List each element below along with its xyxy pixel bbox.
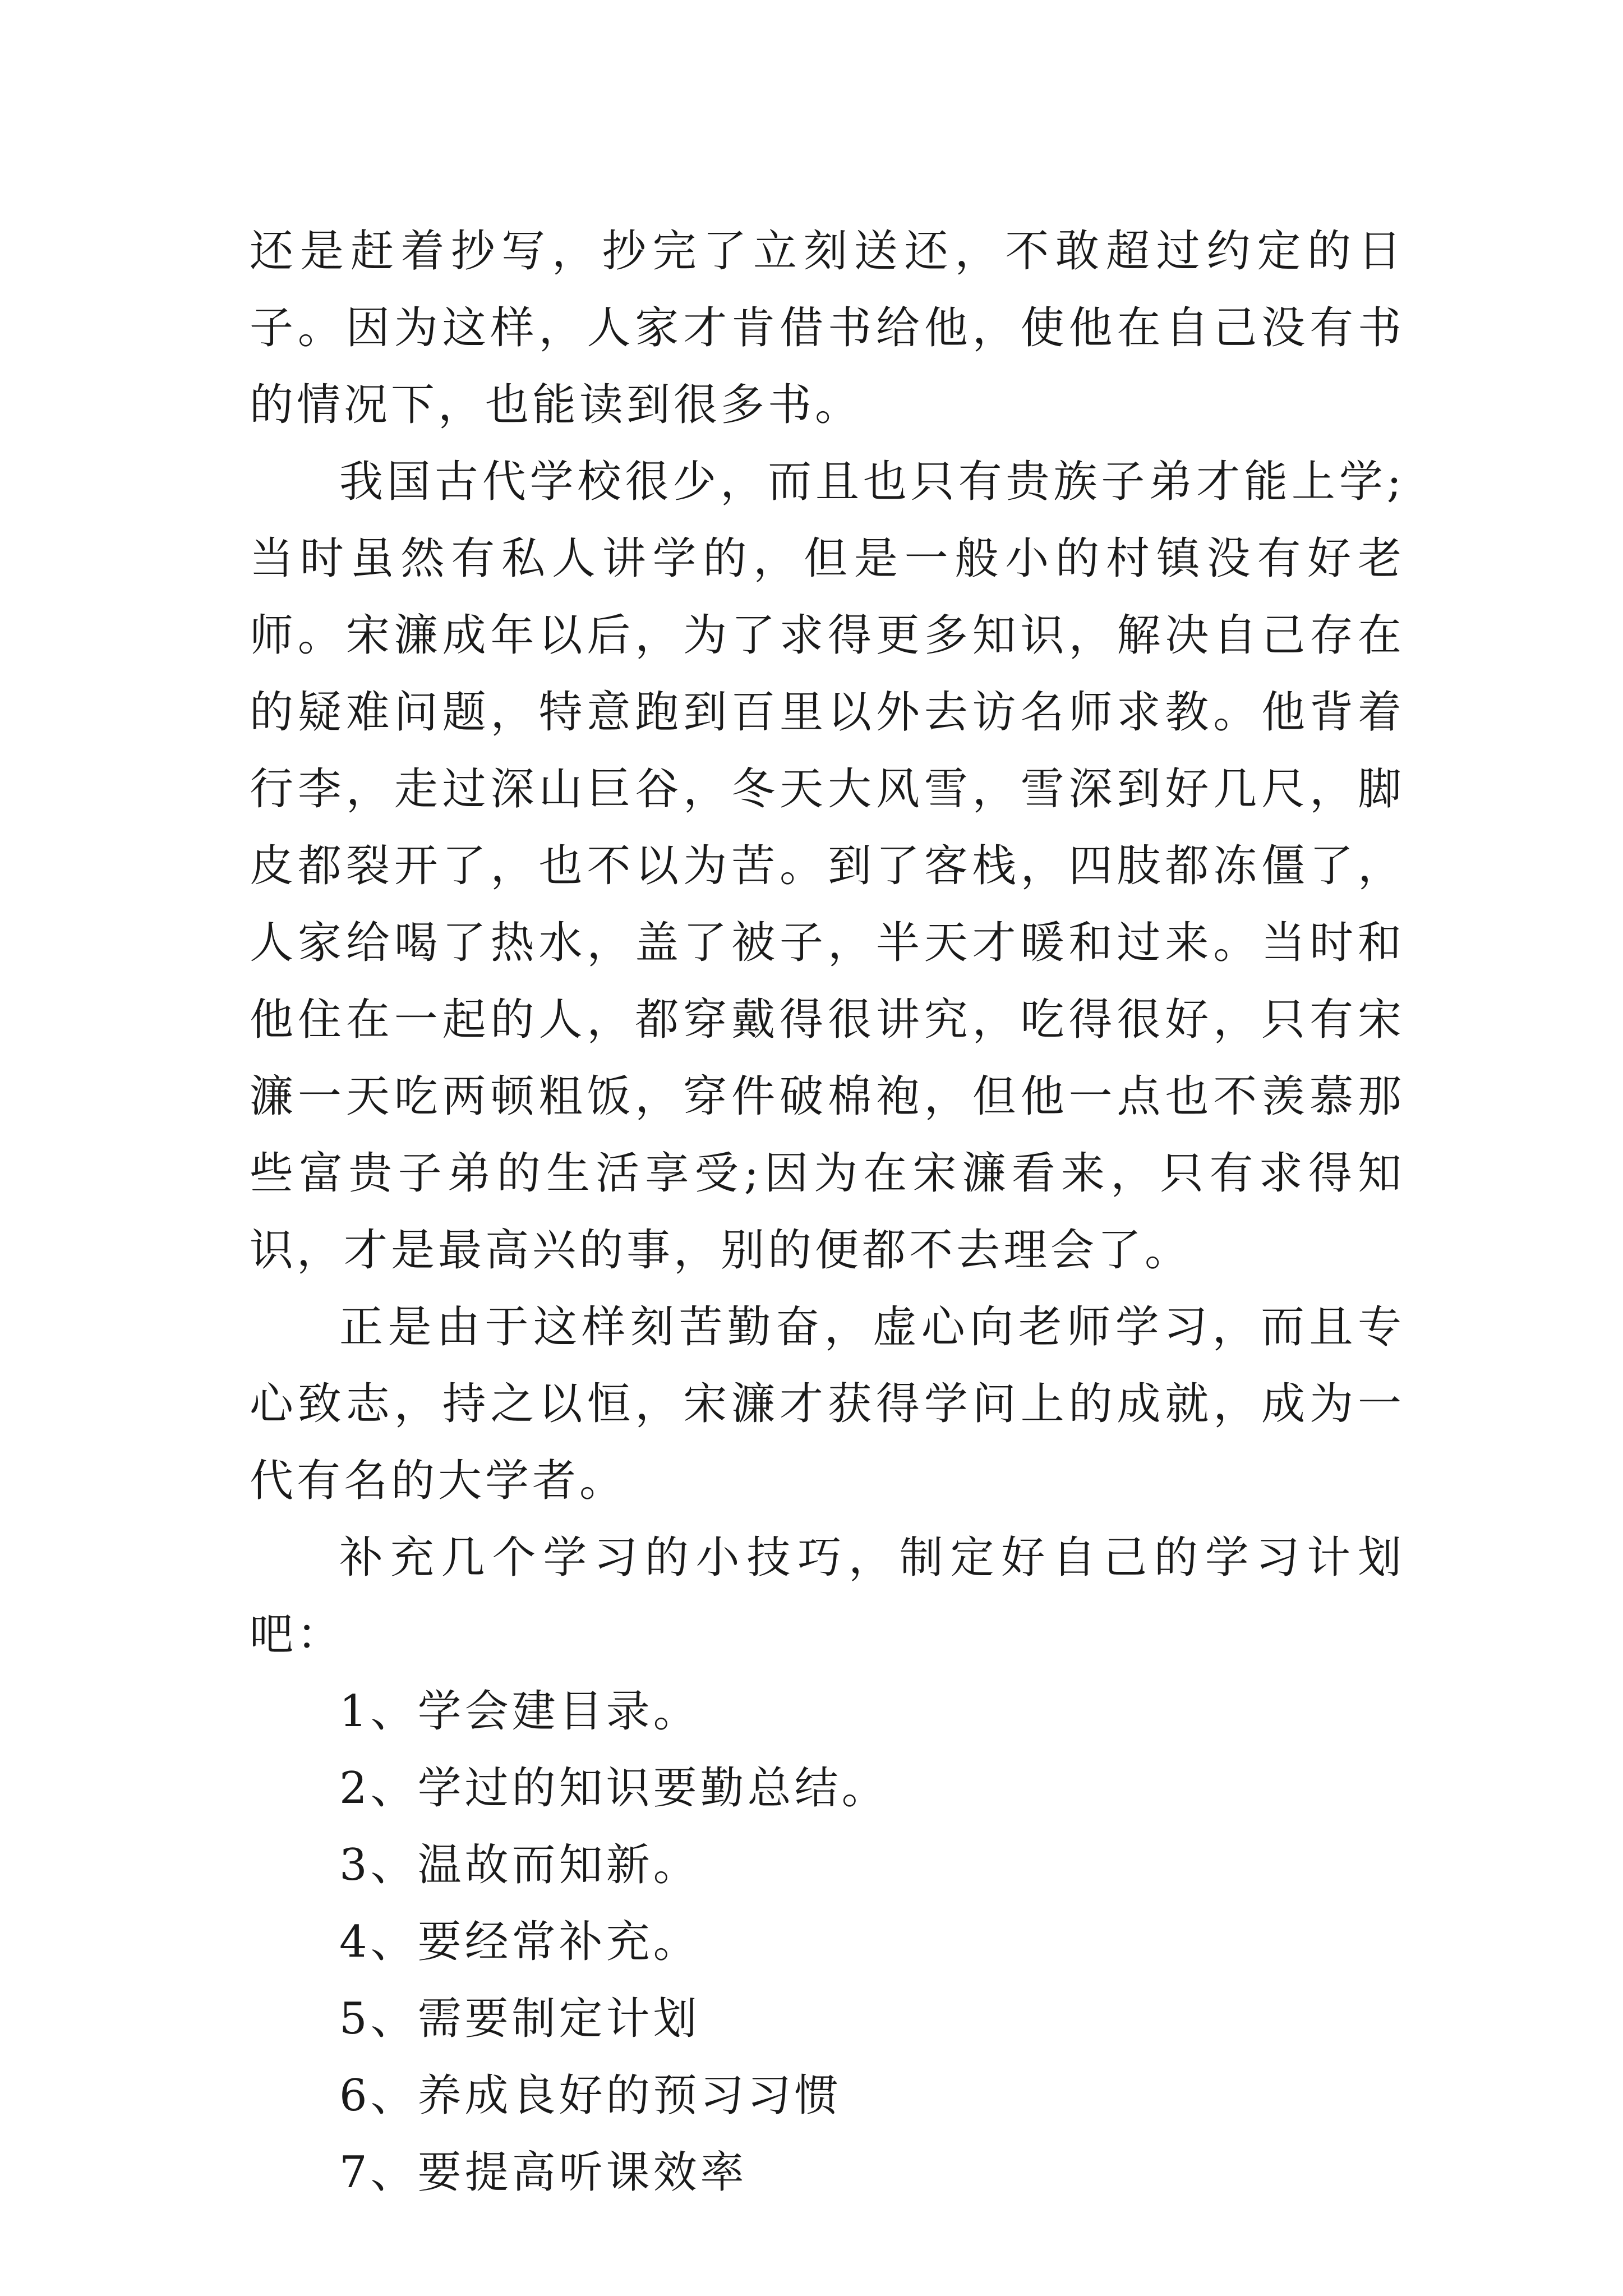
paragraph-conclusion: 正是由于这样刻苦勤奋，虚心向老师学习，而且专心致志，持之以恒，宋濂才获得学问上的成就，成为一代有名的大学者。 xyxy=(250,1302,1405,1506)
paragraph-tips-intro: 补充几个学习的小技巧，制定好自己的学习计划吧： xyxy=(250,1533,1405,1660)
tip-item: 1、学会建目录。 xyxy=(339,1686,700,1737)
paragraph-continuation: 还是赶着抄写，抄完了立刻送还，不敢超过约定的日子。因为这样，人家才肯借书给他，使他在自己没有书的情况下，也能读到很多书。 xyxy=(250,226,1405,430)
tip-item: 4、要经常补充。 xyxy=(339,1917,700,1967)
tip-item: 6、养成良好的预习习惯 xyxy=(339,2070,842,2121)
tip-item: 5、需要制定计划 xyxy=(339,1994,700,2044)
document-body xyxy=(250,213,1405,2211)
tip-item: 7、要提高听课效率 xyxy=(339,2147,748,2198)
tip-item: 2、学过的知识要勤总结。 xyxy=(339,1763,889,1814)
tip-item: 3、温故而知新。 xyxy=(339,1840,700,1890)
paragraph-ancient-schools: 我国古代学校很少，而且也只有贵族子弟才能上学;当时虽然有私人讲学的，但是一般小的村镇没有好老师。宋濂成年以后，为了求得更多知识，解决自己存在的疑难问题，特意跑到百里以外去访名师求教。他背着行李，走过深山巨谷，冬天大风雪，雪深到好几尺，脚皮都裂开了，也不以为苦。到了客栈，四肢都冻僵了，人家给喝了热水，盖了被子，半天才暖和过来。当时和他住在一起的人，都穿戴得很讲究，吃得很好，只有宋濂一天吃两顿粗饭，穿件破棉袍，但他一点也不羡慕那些富贵子弟的生活享受;因为在宋濂看来，只有求得知识，才是最高兴的事，别的便都不去理会了。 xyxy=(250,457,1405,1276)
